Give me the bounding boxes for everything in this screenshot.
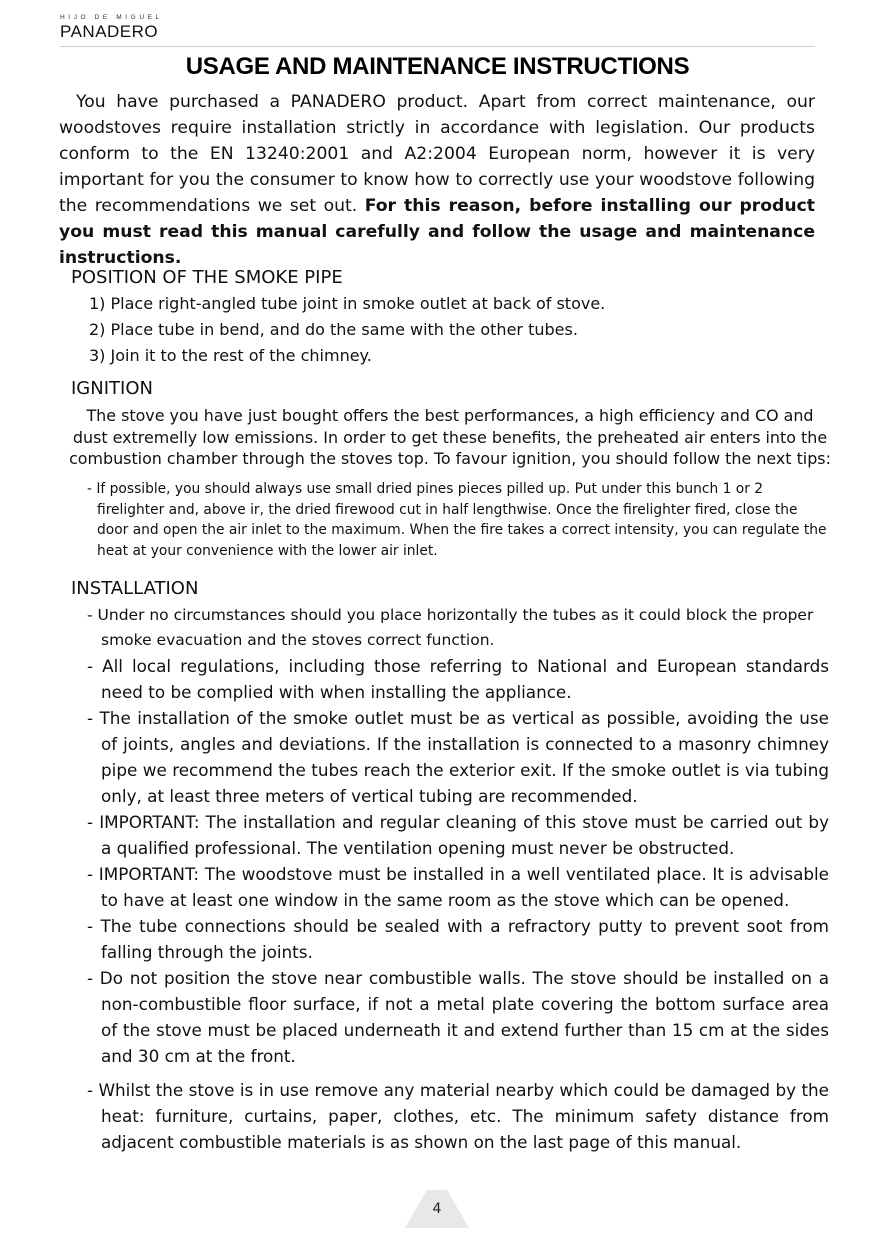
header-divider — [60, 46, 815, 47]
section-title-ignition: IGNITION — [71, 378, 153, 399]
ignition-line-3: combustion chamber through the stoves top. To favour ignition, you should follow the next tips: — [69, 449, 831, 468]
brand-logo — [60, 14, 163, 42]
intro-text: You have purchased a PANADERO product. Apart from correct maintenance, our woodstoves require installation strictly in accordance with legislation. Our products conform to the EN 13240:2001 and A2:2004 European norm, however it is very important for you the consumer to know how to correctly use your woodstove following the recommendations we set out. — [59, 92, 815, 216]
installation-item-8: - Whilst the stove is in use remove any material nearby which could be damaged by the heat: furniture, curtains, paper, clothes, etc. The minimum safety distance from adjacent combustible materials is as shown on the last page of this manual. — [87, 1080, 829, 1152]
intro-paragraph — [59, 89, 815, 271]
ignition-line-2: dust extremelly low emissions. In order to get these benefits, the preheated air enters into the — [72, 427, 828, 447]
installation-item-5: - IMPORTANT: The woodstove must be installed in a well ventilated place. It is advisable to have at least one window in the same room as the stove which can be opened. — [87, 864, 829, 910]
brand-name: PANADERO — [60, 22, 159, 41]
brand-subtitle: HIJO DE MIGUEL — [60, 14, 163, 21]
smoke-pipe-step-3: 3) Join it to the rest of the chimney. — [89, 346, 372, 365]
intro-bold-text: For this reason, before installing our product you must read this manual carefully and follow the usage and maintenance instructions. — [59, 196, 816, 268]
section-title-installation: INSTALLATION — [71, 578, 199, 599]
smoke-pipe-step-1: 1) Place right-angled tube joint in smoke outlet at back of stove. — [89, 294, 606, 313]
page-number: 4 — [432, 1201, 442, 1217]
ignition-paragraph — [60, 405, 840, 470]
installation-item-1: - Under no circumstances should you place horizontally the tubes as it could block the proper smoke evacuation and the stoves correct function. — [87, 606, 814, 649]
installation-item-6: - The tube connections should be sealed with a refractory putty to prevent soot from falling through the joints. — [87, 916, 829, 962]
ignition-line-1: The stove you have just bought offers the best performances, a high efficiency and CO and — [86, 406, 814, 425]
installation-list — [87, 603, 829, 1155]
installation-item-4: - IMPORTANT: The installation and regular cleaning of this stove must be carried out by a qualified professional. The ventilation opening must never be obstructed. — [87, 812, 829, 858]
installation-item-3: - The installation of the smoke outlet must be as vertical as possible, avoiding the use of joints, angles and deviations. If the installation is connected to a masonry chimney pipe we recommend the tubes reach the exterior exit. If the smoke outlet is via tubing only, at least three meters of vertical tubing are recommended. — [87, 708, 829, 806]
ignition-tip-text: - If possible, you should always use small dried pines pieces pilled up. Put under this bunch 1 or 2 firelighter and, above ir, the dried firewood cut in half lengthwise. Once the firelighter fired, close the door and open the air inlet to the maximum. When the fire takes a correct intensity, you can regulate the heat at your convenience with the lower air inlet. — [87, 481, 827, 559]
installation-item-2: - All local regulations, including those referring to National and European standards need to be complied with when installing the appliance. — [87, 656, 829, 702]
ignition-tip — [87, 479, 832, 561]
page-title: USAGE AND MAINTENANCE INSTRUCTIONS — [185, 53, 690, 80]
installation-item-7: - Do not position the stove near combustible walls. The stove should be installed on a non-combustible floor surface, if not a metal plate covering the bottom surface area of the stove must be placed underneath it and extend further than 15 cm at the sides and 30 cm at the front. — [87, 968, 829, 1066]
section-title-smoke-pipe: POSITION OF THE SMOKE PIPE — [71, 267, 343, 288]
smoke-pipe-step-2: 2) Place tube in bend, and do the same with the other tubes. — [89, 320, 578, 339]
